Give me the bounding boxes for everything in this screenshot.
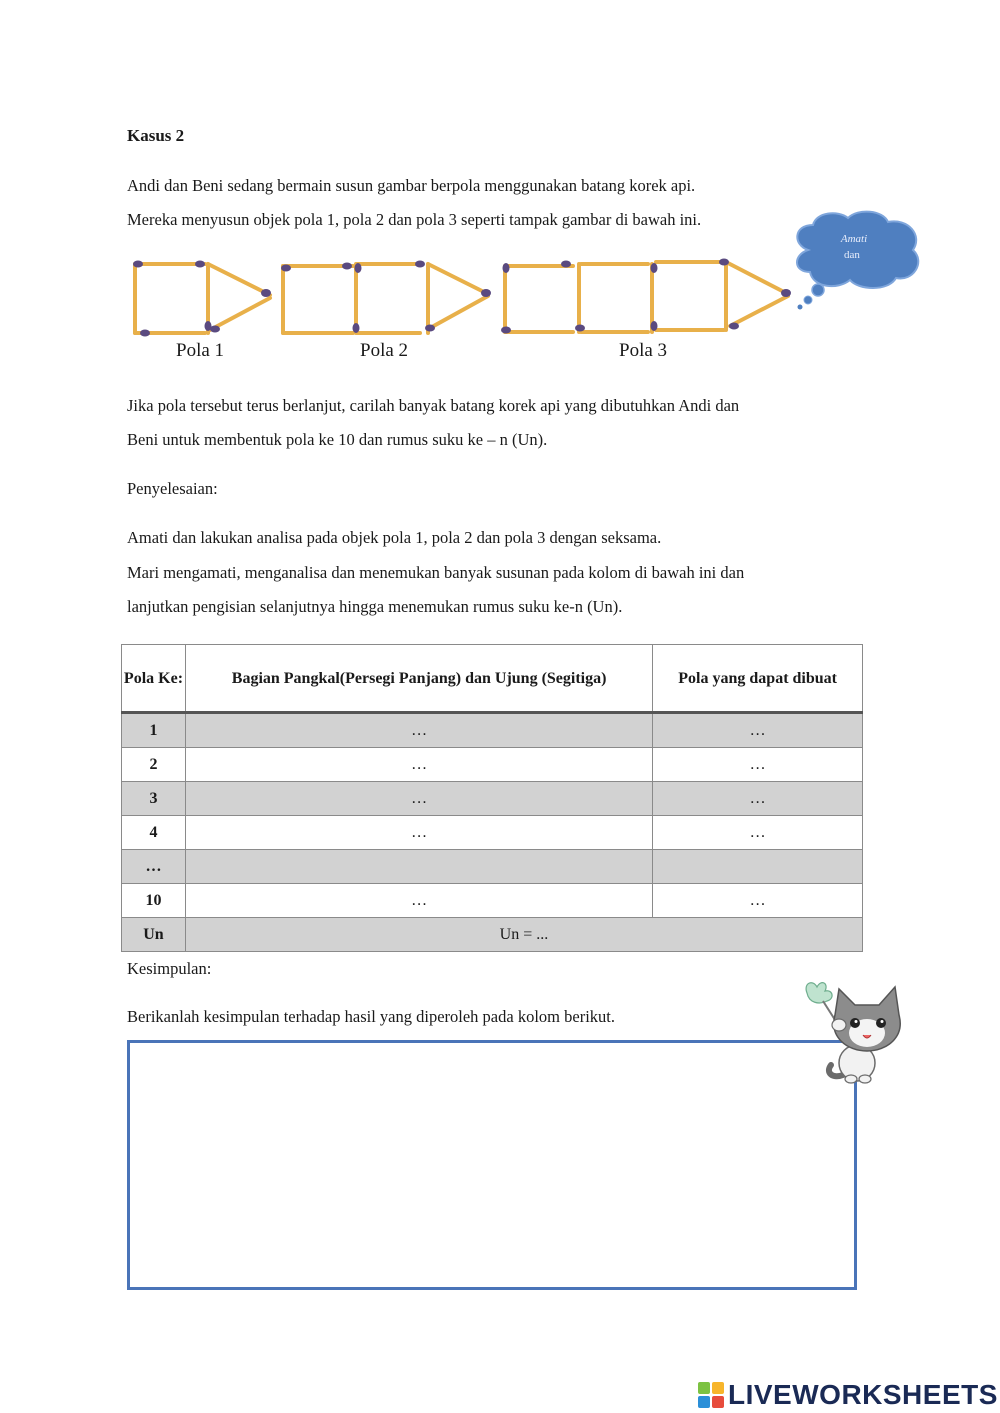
brand-text: LIVEWORKSHEETS	[728, 1379, 998, 1410]
cloud-text-2: dan	[844, 249, 860, 261]
matchstick-figure	[120, 250, 800, 345]
thought-cloud	[788, 210, 928, 310]
instruction-line-1: Amati dan lakukan analisa pada objek pola 1, pola 2 dan pola 3 dengan seksama.	[127, 528, 662, 547]
header-pola-dibuat: Pola yang dapat dibuat	[653, 645, 863, 713]
instruction-line-2: Mari mengamati, menganalisa dan menemukan banyak susunan pada kolom di bawah ini dan	[127, 563, 745, 582]
intro-line-1: Andi dan Beni sedang bermain susun gambar berpola menggunakan batang korek api.	[127, 176, 696, 195]
table-row	[122, 850, 863, 884]
intro-line-2: Mereka menyusun objek pola 1, pola 2 dan pola 3 seperti tampak gambar di bawah ini.	[127, 210, 702, 229]
row-key: 2	[122, 748, 186, 782]
conclusion-answer-box[interactable]	[127, 1040, 857, 1290]
row-key: 4	[122, 816, 186, 850]
logo-mark-icon	[698, 1382, 724, 1408]
question-line-2: Beni untuk membentuk pola ke 10 dan rumus suku ke – n (Un).	[127, 430, 548, 449]
solution-label: Penyelesaian:	[127, 479, 218, 498]
cell-bagian	[185, 850, 652, 884]
cell-bagian[interactable]: …	[185, 884, 652, 918]
cell-pola[interactable]: …	[653, 748, 863, 782]
cell-bagian[interactable]: …	[185, 748, 652, 782]
table-row	[122, 748, 863, 782]
conclusion-label: Kesimpulan:	[127, 959, 212, 978]
instruction-line-3: lanjutkan pengisian selanjutnya hingga menemukan rumus suku ke-n (Un).	[127, 597, 623, 616]
row-key: 3	[122, 782, 186, 816]
header-bagian: Bagian Pangkal(Persegi Panjang) dan Ujung (Segitiga)	[185, 645, 652, 713]
case-title: Kasus 2	[127, 126, 185, 145]
cell-pola[interactable]: …	[653, 884, 863, 918]
cat-illustration-icon	[795, 975, 915, 1090]
question-line-1: Jika pola tersebut terus berlanjut, carilah banyak batang korek api yang dibutuhkan Andi dan	[127, 396, 740, 415]
table-row-un	[122, 918, 863, 952]
match-heads	[133, 259, 791, 337]
cell-pola[interactable]: …	[653, 713, 863, 748]
header-pola-ke: Pola Ke:	[122, 645, 186, 713]
matchsticks	[135, 262, 788, 333]
cell-pola	[653, 850, 863, 884]
cell-bagian[interactable]: …	[185, 816, 652, 850]
cloud-text-1: Amati	[840, 233, 868, 245]
figure-label-pola-2: Pola 2	[360, 340, 409, 361]
table-row	[122, 816, 863, 850]
table-row	[122, 713, 863, 748]
row-key: 10	[122, 884, 186, 918]
pattern-table	[121, 644, 863, 952]
cell-pola[interactable]: …	[653, 782, 863, 816]
row-key: 1	[122, 713, 186, 748]
cell-bagian[interactable]: …	[185, 713, 652, 748]
liveworksheets-logo	[698, 1378, 998, 1412]
table-row	[122, 782, 863, 816]
figure-label-pola-3: Pola 3	[619, 340, 668, 361]
cell-pola[interactable]: …	[653, 816, 863, 850]
cell-bagian[interactable]: …	[185, 782, 652, 816]
row-key: …	[122, 850, 186, 884]
row-key-un: Un	[122, 918, 186, 952]
table-row	[122, 884, 863, 918]
cell-un-formula[interactable]: Un = ...	[185, 918, 862, 952]
conclusion-instruction: Berikanlah kesimpulan terhadap hasil yang diperoleh pada kolom berikut.	[127, 1007, 615, 1026]
figure-label-pola-1: Pola 1	[176, 340, 225, 361]
